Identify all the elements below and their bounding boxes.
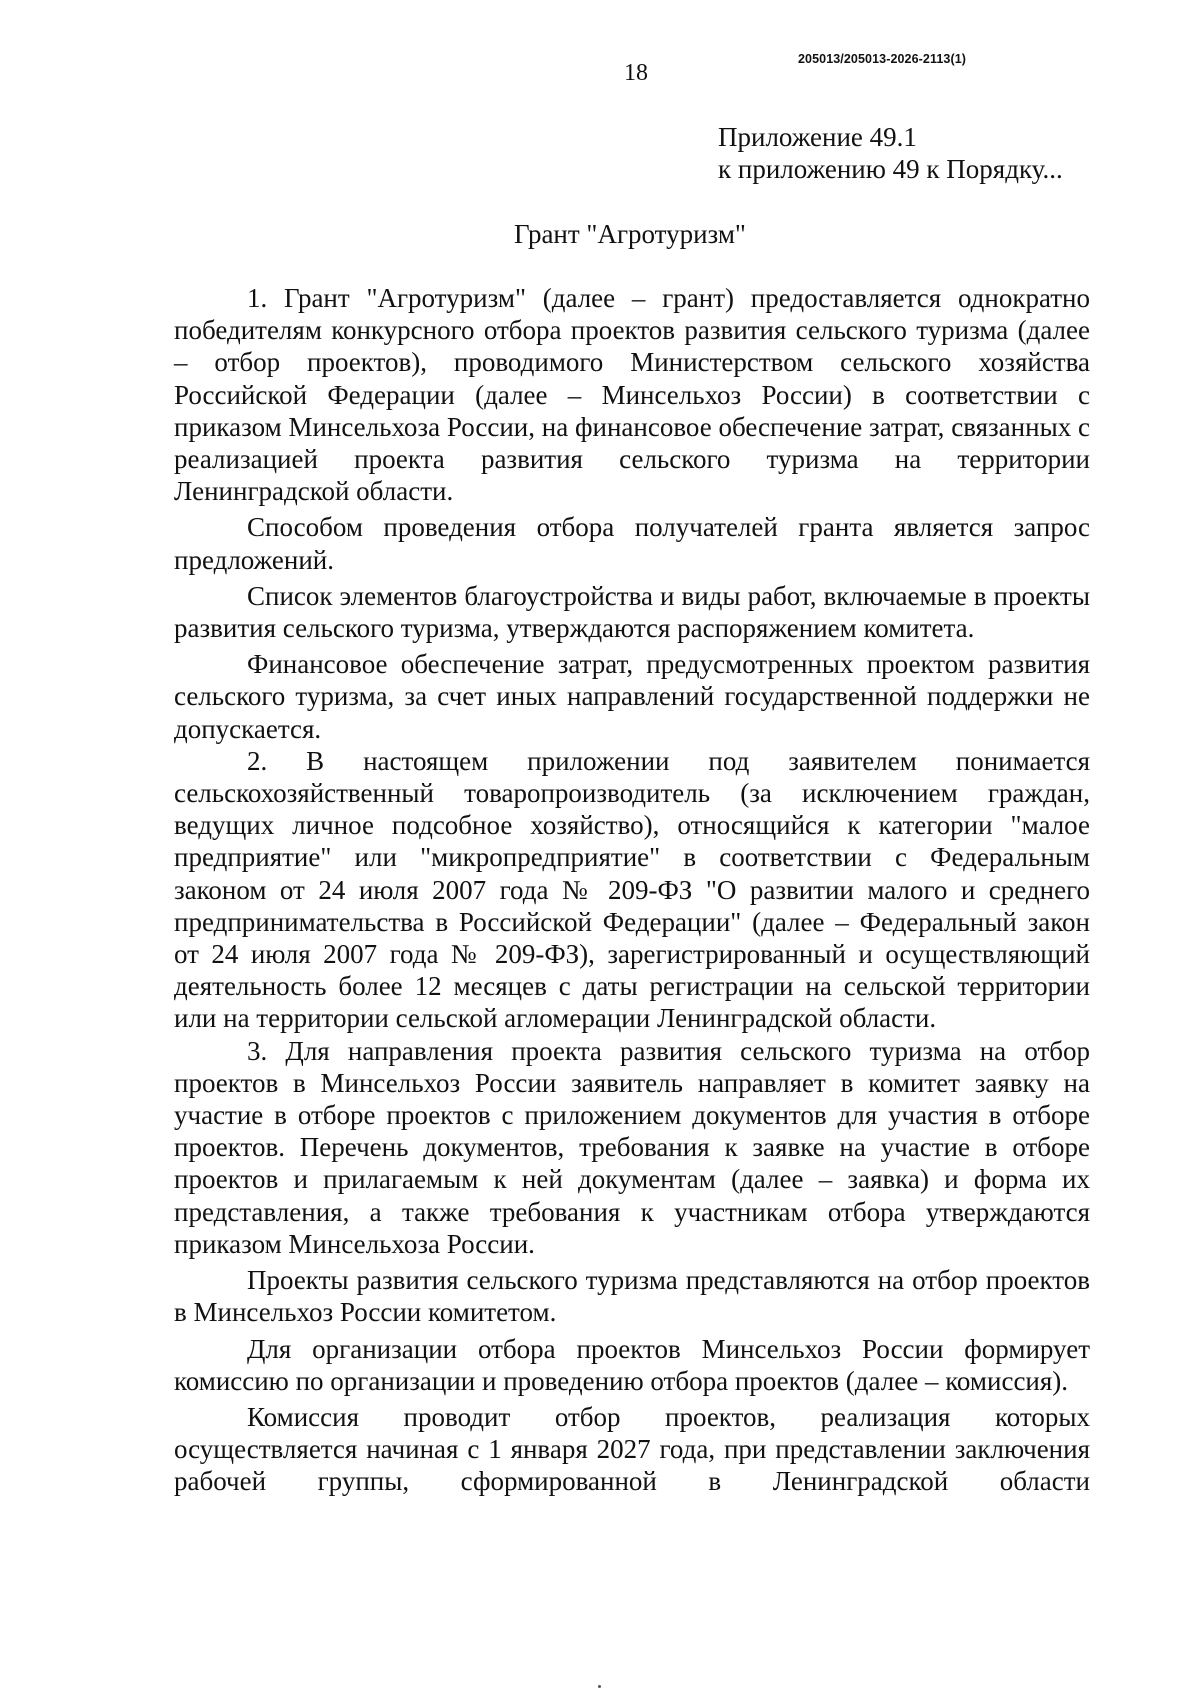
paragraph-3: Список элементов благоустройства и виды работ, включаемые в проекты развития сельского туризма, утверждаются распоряжением комитета. xyxy=(174,580,1090,644)
document-body xyxy=(174,282,1090,1498)
paragraph-5: 2. В настоящем приложении под заявителем понимается сельскохозяйственный товаропроизводитель (за исключением граждан, ведущих личное подсобное хозяйство), относящийся к категории "малое предприятие" или "микропредприятие" в соответствии с Федеральным законом от 24 июля 2007 года № 209-ФЗ "О развитии малого и среднего предпринимательства в Российской Федерации" (далее – Федеральный закон от 24 июля 2007 года № 209-ФЗ), зарегистрированный и осуществляющий деятельность более 12 месяцев с даты регистрации на сельской территории или на территории сельской агломерации Ленинградской области. xyxy=(174,745,1090,1034)
document-id: 205013/205013-2026-2113(1) xyxy=(798,52,967,66)
appendix-reference xyxy=(718,121,1063,185)
appendix-line-1: Приложение 49.1 xyxy=(718,122,917,152)
paragraph-4: Финансовое обеспечение затрат, предусмотренных проектом развития сельского туризма, за счет иных направлений государственной поддержки не допускается. xyxy=(174,649,1090,744)
paragraph-1: 1. Грант "Агротуризм" (далее – грант) предоставляется однократно победителям конкурсного отбора проектов развития сельского туризма (далее – отбор проектов), проводимого Министерством сельского хозяйства Российской Федерации (далее – Минсельхоз России) в соответствии с приказом Минсельхоза России, на финансовое обеспечение затрат, связанных с реализацией проекта развития сельского туризма на территории Ленинградской области. xyxy=(174,283,1090,507)
page-number: 18 xyxy=(624,60,648,86)
appendix-line-2: к приложению 49 к Порядку... xyxy=(718,154,1063,184)
scan-artifact-dot xyxy=(598,1685,601,1688)
document-title: Грант "Агротуризм" xyxy=(514,219,746,249)
paragraph-7: Проекты развития сельского туризма представляются на отбор проектов в Минсельхоз России комитетом. xyxy=(174,1265,1090,1328)
paragraph-9: Комиссия проводит отбор проектов, реализация которых осуществляется начиная с 1 января 2027 года, при представлении заключения рабочей группы, сформированной в Ленинградской области xyxy=(174,1401,1090,1497)
paragraph-2: Способом проведения отбора получателей гранта является запрос предложений. xyxy=(174,512,1090,575)
paragraph-6: 3. Для направления проекта развития сельского туризма на отбор проектов в Минсельхоз России заявитель направляет в комитет заявку на участие в отборе проектов с приложением документов для участия в отборе проектов. Перечень документов, требования к заявке на участие в отборе проектов и прилагаемым к ней документам (далее – заявка) и форма их представления, а также требования к участникам отбора утверждаются приказом Минсельхоза России. xyxy=(174,1035,1090,1259)
paragraph-8: Для организации отбора проектов Минсельхоз России формирует комиссию по организации и проведению отбора проектов (далее – комиссия). xyxy=(174,1333,1090,1396)
